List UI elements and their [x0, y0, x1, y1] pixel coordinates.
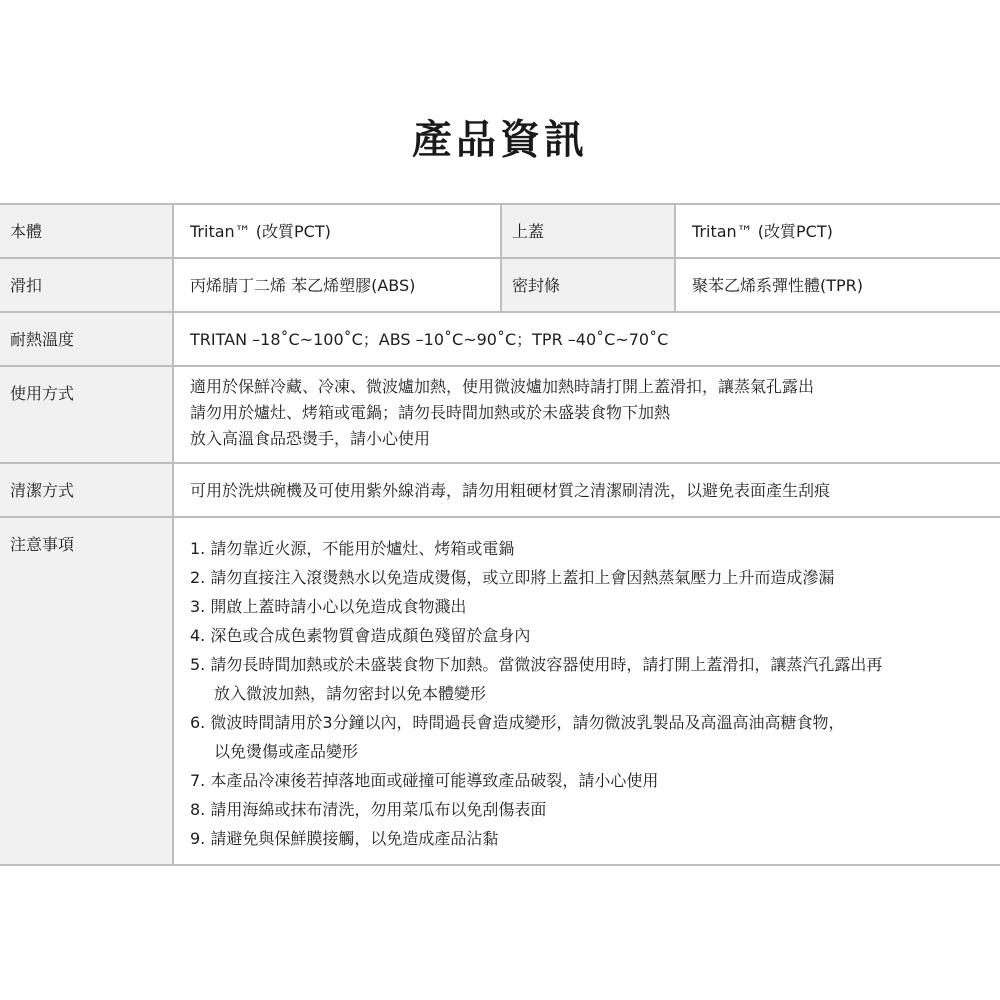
- seal-label: 密封條: [501, 258, 675, 312]
- body-label: 本體: [0, 204, 173, 258]
- heat-value: TRITAN –18˚C~100˚C；ABS –10˚C~90˚C；TPR –40˚C~70˚C: [173, 312, 1000, 366]
- list-item: 5. 請勿長時間加熱或於未盛裝食物下加熱。當微波容器使用時，請打開上蓋滑扣，讓蒸汽孔露出再: [190, 655, 883, 674]
- body-value: Tritan™ (改質PCT): [173, 204, 501, 258]
- cleaning-label: 清潔方式: [0, 463, 173, 517]
- product-info-table: [0, 203, 1000, 866]
- cleaning-value: 可用於洗烘碗機及可使用紫外線消毒，請勿用粗硬材質之清潔刷清洗，以避免表面產生刮痕: [173, 463, 1000, 517]
- lid-value: Tritan™ (改質PCT): [675, 204, 1000, 258]
- usage-line: 請勿用於爐灶、烤箱或電鍋；請勿長時間加熱或於未盛裝食物下加熱: [190, 403, 671, 422]
- seal-value: 聚苯乙烯系彈性體(TPR): [675, 258, 1000, 312]
- usage-value: [173, 366, 1000, 463]
- heat-label: 耐熱溫度: [0, 312, 173, 366]
- list-item: 7. 本產品冷凍後若掉落地面或碰撞可能導致產品破裂，請小心使用: [190, 771, 659, 790]
- list-item: 9. 請避免與保鮮膜接觸，以免造成產品沾黏: [190, 829, 499, 848]
- list-item: 1. 請勿靠近火源，不能用於爐灶、烤箱或電鍋: [190, 539, 515, 558]
- list-item: 4. 深色或合成色素物質會造成顏色殘留於盒身內: [190, 626, 531, 645]
- list-item: 3. 開啟上蓋時請小心以免造成食物濺出: [190, 597, 467, 616]
- table-row: [0, 258, 1000, 312]
- list-item: 2. 請勿直接注入滾燙熱水以免造成燙傷，或立即將上蓋扣上會因熱蒸氣壓力上升而造成滲漏: [190, 568, 835, 587]
- notes-label: 注意事項: [0, 517, 173, 865]
- slider-label: 滑扣: [0, 258, 173, 312]
- table-row: [0, 366, 1000, 463]
- table-row: [0, 517, 1000, 865]
- list-item: 8. 請用海綿或抹布清洗，勿用菜瓜布以免刮傷表面: [190, 800, 547, 819]
- list-item: 6. 微波時間請用於3分鐘以內，時間過長會造成變形，請勿微波乳製品及高溫高油高糖食物，: [190, 713, 845, 732]
- list-item-continuation: 放入微波加熱，請勿密封以免本體變形: [214, 684, 487, 703]
- lid-label: 上蓋: [501, 204, 675, 258]
- usage-line: 放入高溫食品恐燙手，請小心使用: [190, 429, 431, 448]
- table-row: [0, 204, 1000, 258]
- usage-line: 適用於保鮮冷藏、冷凍、微波爐加熱，使用微波爐加熱時請打開上蓋滑扣，讓蒸氣孔露出: [190, 377, 815, 396]
- table-row: [0, 312, 1000, 366]
- usage-label: 使用方式: [0, 366, 173, 463]
- slider-value: 丙烯腈丁二烯 苯乙烯塑膠(ABS): [173, 258, 501, 312]
- table-row: [0, 463, 1000, 517]
- notes-list: [173, 517, 1000, 865]
- list-item-continuation: 以免燙傷或產品變形: [214, 742, 359, 761]
- page-title: 產品資訊: [412, 117, 588, 163]
